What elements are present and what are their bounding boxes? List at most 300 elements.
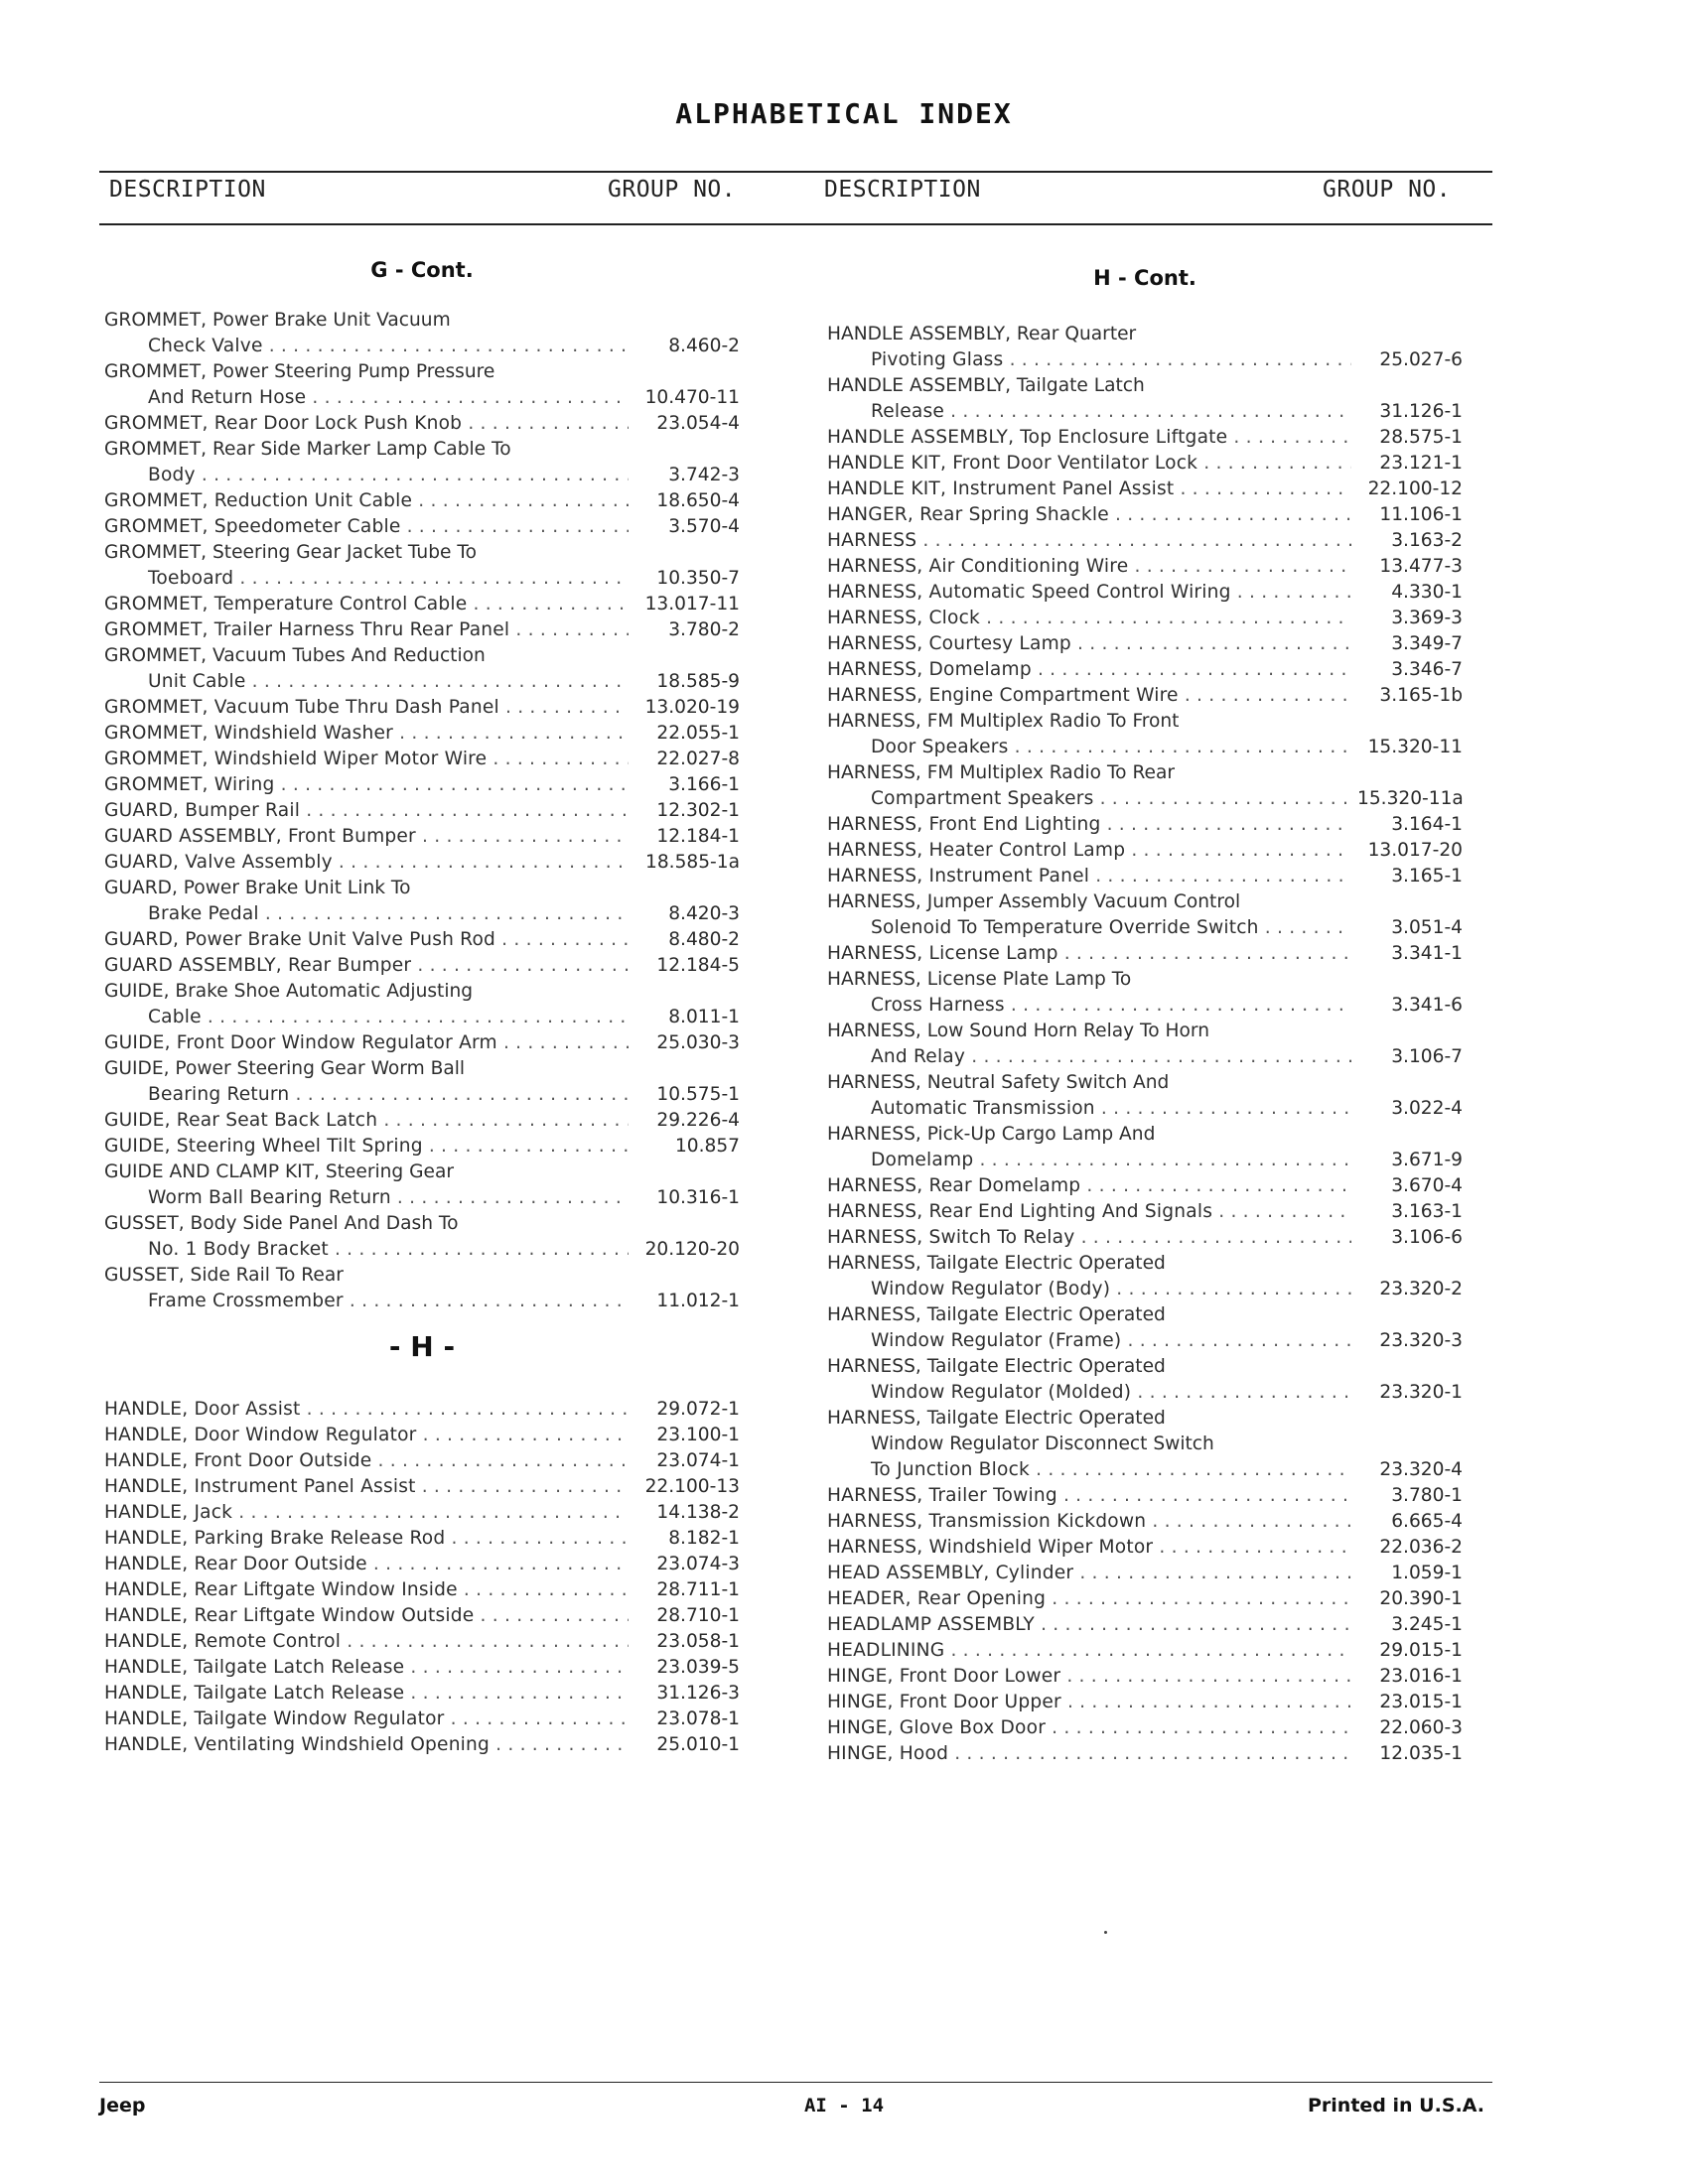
index-entry xyxy=(827,347,1463,373)
index-entry xyxy=(827,451,1463,477)
index-entry xyxy=(827,915,1463,941)
index-entry-text: HARNESS, Low Sound Horn Relay To Horn xyxy=(827,1021,1210,1041)
index-entry xyxy=(827,1277,1463,1302)
section-heading-h: - H - xyxy=(388,1330,456,1363)
index-entry-text: HANDLE, Door Window Regulator . . . xyxy=(104,1423,629,1448)
index-entry xyxy=(104,695,740,721)
group-number: 3.164-1 xyxy=(1391,814,1463,835)
index-entry-text: HARNESS, Neutral Safety Switch And xyxy=(827,1072,1170,1093)
h-entry-list-left xyxy=(104,1397,740,1758)
index-entry-text: HARNESS, Rear Domelamp . . . xyxy=(827,1173,1351,1199)
index-entry xyxy=(104,1423,740,1448)
index-entry xyxy=(827,1690,1463,1715)
index-entry xyxy=(104,901,740,927)
index-entry-text: HANDLE, Parking Brake Release Rod . . . xyxy=(104,1526,629,1552)
index-entry-line xyxy=(827,1432,1463,1457)
index-entry xyxy=(827,941,1463,967)
index-entry xyxy=(104,747,740,772)
group-number: 3.742-3 xyxy=(668,465,740,485)
group-number: 23.121-1 xyxy=(1379,453,1463,474)
index-entry-text: GROMMET, Speedometer Cable . . . xyxy=(104,514,629,540)
index-entry-text: HARNESS, Switch To Relay . . . xyxy=(827,1225,1351,1251)
index-entry xyxy=(827,1535,1463,1561)
index-entry xyxy=(104,1237,740,1263)
index-entry-text: HARNESS, Tailgate Electric Operated xyxy=(827,1356,1166,1377)
group-number: 23.074-3 xyxy=(656,1554,740,1574)
index-entry-text: HEADLINING . . . xyxy=(827,1638,1351,1664)
index-entry-line xyxy=(104,308,740,334)
group-number: 8.182-1 xyxy=(668,1528,740,1549)
index-entry-line xyxy=(827,1019,1463,1044)
index-entry-line xyxy=(827,889,1463,915)
index-entry xyxy=(104,669,740,695)
index-entry-text: Check Valve . . . xyxy=(104,334,629,359)
index-entry-text: GROMMET, Windshield Washer . . . xyxy=(104,721,629,747)
index-entry-text: HARNESS, Instrument Panel . . . xyxy=(827,864,1351,889)
group-number: 28.710-1 xyxy=(656,1605,740,1626)
group-number: 3.346-7 xyxy=(1391,659,1463,680)
column-header-group-left: GROUP NO. xyxy=(608,177,737,203)
index-entry-line xyxy=(827,1122,1463,1148)
index-entry xyxy=(104,1397,740,1423)
index-entry xyxy=(104,850,740,876)
index-entry xyxy=(104,1289,740,1314)
group-number: 3.369-3 xyxy=(1391,608,1463,628)
index-entry xyxy=(104,1526,740,1552)
group-number: 13.017-20 xyxy=(1367,840,1463,861)
group-number: 8.011-1 xyxy=(668,1007,740,1027)
index-entry-text: Frame Crossmember . . . xyxy=(104,1289,629,1314)
group-number: 3.349-7 xyxy=(1391,633,1463,654)
index-entry-line xyxy=(104,1211,740,1237)
index-entry xyxy=(104,1681,740,1706)
index-entry-text: HANDLE, Remote Control . . . xyxy=(104,1629,629,1655)
index-entry-line xyxy=(827,1354,1463,1380)
column-header-description-right: DESCRIPTION xyxy=(824,177,981,203)
index-entry-text: GROMMET, Wiring . . . xyxy=(104,772,629,798)
index-entry xyxy=(827,864,1463,889)
index-entry xyxy=(827,1380,1463,1406)
index-entry xyxy=(827,425,1463,451)
index-entry xyxy=(104,488,740,514)
index-entry-text: Door Speakers . . . xyxy=(827,735,1351,760)
index-entry-text: And Relay . . . xyxy=(827,1044,1351,1070)
index-entry-text: HANDLE KIT, Front Door Ventilator Lock . . . xyxy=(827,451,1351,477)
index-entry-text: HARNESS, Front End Lighting . . . xyxy=(827,812,1351,838)
group-number: 23.074-1 xyxy=(656,1450,740,1471)
index-entry-text: Brake Pedal . . . xyxy=(104,901,629,927)
group-number: 11.106-1 xyxy=(1379,504,1463,525)
index-entry-text: HARNESS, License Plate Lamp To xyxy=(827,969,1132,990)
footer-rule xyxy=(99,2082,1492,2083)
index-entry-text: GROMMET, Windshield Wiper Motor Wire . . . xyxy=(104,747,629,772)
group-number: 3.780-1 xyxy=(1391,1485,1463,1506)
group-number: 22.100-13 xyxy=(644,1476,740,1497)
index-entry xyxy=(104,411,740,437)
index-entry-text: GROMMET, Rear Door Lock Push Knob . . . xyxy=(104,411,629,437)
group-number: 23.320-4 xyxy=(1379,1459,1463,1480)
index-entry xyxy=(104,334,740,359)
group-number: 20.390-1 xyxy=(1379,1588,1463,1609)
group-number: 3.163-2 xyxy=(1391,530,1463,551)
index-entry-text: HARNESS, FM Multiplex Radio To Rear xyxy=(827,762,1176,783)
index-entry-text: HEADLAMP ASSEMBLY . . . xyxy=(827,1612,1351,1638)
index-entry xyxy=(104,1655,740,1681)
group-number: 3.106-6 xyxy=(1391,1227,1463,1248)
group-number: 31.126-3 xyxy=(656,1683,740,1704)
group-number: 20.120-20 xyxy=(644,1239,740,1260)
index-entry-line xyxy=(827,373,1463,399)
group-number: 3.051-4 xyxy=(1391,917,1463,938)
index-entry-line xyxy=(827,1302,1463,1328)
index-entry-text: Window Regulator (Body) . . . xyxy=(827,1277,1351,1302)
index-entry xyxy=(827,528,1463,554)
index-entry xyxy=(104,617,740,643)
index-entry-text: HARNESS, Tailgate Electric Operated xyxy=(827,1408,1166,1429)
group-number: 3.245-1 xyxy=(1391,1614,1463,1635)
group-number: 8.460-2 xyxy=(668,336,740,356)
group-number: 13.017-11 xyxy=(644,594,740,614)
group-number: 18.585-1a xyxy=(645,852,740,873)
index-entry xyxy=(104,927,740,953)
group-number: 3.341-6 xyxy=(1391,995,1463,1016)
group-number: 3.022-4 xyxy=(1391,1098,1463,1119)
index-entry-text: HANDLE, Rear Liftgate Window Inside . . . xyxy=(104,1577,629,1603)
index-entry xyxy=(827,1096,1463,1122)
index-entry-text: GUSSET, Body Side Panel And Dash To xyxy=(104,1213,459,1234)
group-number: 12.184-5 xyxy=(656,955,740,976)
index-entry xyxy=(827,812,1463,838)
index-entry-line xyxy=(104,876,740,901)
index-entry-text: GROMMET, Rear Side Marker Lamp Cable To xyxy=(104,439,511,460)
index-entry-text: Bearing Return . . . xyxy=(104,1082,629,1108)
index-entry-text: HARNESS, Courtesy Lamp . . . xyxy=(827,631,1351,657)
index-entry xyxy=(104,1030,740,1056)
index-entry xyxy=(827,580,1463,606)
index-entry-text: GROMMET, Reduction Unit Cable . . . xyxy=(104,488,629,514)
group-number: 3.106-7 xyxy=(1391,1046,1463,1067)
footer-page-number: AI - 14 xyxy=(803,2095,885,2116)
index-entry-text: GUIDE, Power Steering Gear Worm Ball xyxy=(104,1058,466,1079)
group-number: 18.585-9 xyxy=(656,671,740,692)
index-entry-text: GUARD, Bumper Rail . . . xyxy=(104,798,629,824)
index-entry-line xyxy=(104,643,740,669)
index-entry-line xyxy=(104,1263,740,1289)
index-entry-text: HARNESS . . . xyxy=(827,528,1351,554)
index-entry-text: GROMMET, Vacuum Tubes And Reduction xyxy=(104,645,486,666)
index-entry-text: Cross Harness . . . xyxy=(827,993,1351,1019)
index-entry-text: HARNESS, Automatic Speed Control Wiring . . . xyxy=(827,580,1351,606)
index-entry-text: HARNESS, Jumper Assembly Vacuum Control xyxy=(827,891,1241,912)
index-entry-text: To Junction Block . . . xyxy=(827,1457,1351,1483)
group-number: 25.010-1 xyxy=(656,1734,740,1755)
index-entry xyxy=(827,1173,1463,1199)
index-entry xyxy=(104,1732,740,1758)
group-number: 10.857 xyxy=(674,1136,740,1157)
index-entry-text: HANDLE, Tailgate Latch Release . . . xyxy=(104,1681,629,1706)
index-entry-text: Body . . . xyxy=(104,463,629,488)
index-entry xyxy=(104,1603,740,1629)
index-entry-text: HEAD ASSEMBLY, Cylinder . . . xyxy=(827,1561,1351,1586)
index-entry-text: HINGE, Front Door Upper . . . xyxy=(827,1690,1351,1715)
index-entry-text: HANDLE KIT, Instrument Panel Assist . . . xyxy=(827,477,1351,502)
index-entry-text: HANDLE, Tailgate Window Regulator . . . xyxy=(104,1706,629,1732)
group-number: 23.320-1 xyxy=(1379,1382,1463,1403)
index-entry xyxy=(104,592,740,617)
header-rule-bottom xyxy=(99,223,1492,225)
index-entry xyxy=(104,1005,740,1030)
index-entry-text: HARNESS, Air Conditioning Wire . . . xyxy=(827,554,1351,580)
group-number: 22.036-2 xyxy=(1379,1537,1463,1558)
group-number: 18.650-4 xyxy=(656,490,740,511)
index-entry-text: HINGE, Glove Box Door . . . xyxy=(827,1715,1351,1741)
index-entry-text: HANDLE, Rear Liftgate Window Outside . . . xyxy=(104,1603,629,1629)
index-entry-text: HANDLE, Door Assist . . . xyxy=(104,1397,629,1423)
index-entry-line xyxy=(104,540,740,566)
group-number: 8.480-2 xyxy=(668,929,740,950)
index-entry-text: GUARD ASSEMBLY, Front Bumper . . . xyxy=(104,824,629,850)
index-entry xyxy=(827,786,1463,812)
index-entry-text: Domelamp . . . xyxy=(827,1148,1351,1173)
group-number: 29.226-4 xyxy=(656,1110,740,1131)
group-number: 8.420-3 xyxy=(668,903,740,924)
index-entry xyxy=(827,1664,1463,1690)
group-number: 13.477-3 xyxy=(1379,556,1463,577)
index-entry-text: HARNESS, Pick-Up Cargo Lamp And xyxy=(827,1124,1156,1145)
index-entry-text: Window Regulator Disconnect Switch xyxy=(871,1433,1214,1454)
index-entry xyxy=(827,554,1463,580)
index-entry-text: HANDLE, Jack . . . xyxy=(104,1500,629,1526)
index-entry xyxy=(104,721,740,747)
index-entry-text: GROMMET, Vacuum Tube Thru Dash Panel . . . xyxy=(104,695,629,721)
index-entry-text: GUIDE, Front Door Window Regulator Arm . . . xyxy=(104,1030,629,1056)
index-entry xyxy=(827,399,1463,425)
group-number: 22.060-3 xyxy=(1379,1717,1463,1738)
index-entry-text: Solenoid To Temperature Override Switch . . . xyxy=(827,915,1351,941)
group-number: 10.316-1 xyxy=(656,1187,740,1208)
group-number: 6.665-4 xyxy=(1391,1511,1463,1532)
index-entry-text: And Return Hose . . . xyxy=(104,385,629,411)
group-number: 15.320-11 xyxy=(1367,737,1463,757)
print-speck xyxy=(1104,1931,1107,1934)
index-entry-text: Toeboard . . . xyxy=(104,566,629,592)
index-entry xyxy=(827,1715,1463,1741)
index-entry-text: HARNESS, Tailgate Electric Operated xyxy=(827,1253,1166,1274)
index-entry-text: Cable . . . xyxy=(104,1005,629,1030)
group-number: 12.035-1 xyxy=(1379,1743,1463,1764)
index-entry-text: GUARD, Power Brake Unit Link To xyxy=(104,878,411,898)
index-entry xyxy=(827,1561,1463,1586)
index-entry-text: Pivoting Glass . . . xyxy=(827,347,1351,373)
index-entry xyxy=(827,1612,1463,1638)
group-number: 3.671-9 xyxy=(1391,1150,1463,1170)
index-entry-text: HANDLE, Ventilating Windshield Opening . . . xyxy=(104,1732,629,1758)
index-entry xyxy=(827,1199,1463,1225)
index-entry-text: Automatic Transmission . . . xyxy=(827,1096,1351,1122)
index-entry-text: GUARD ASSEMBLY, Rear Bumper . . . xyxy=(104,953,629,979)
index-entry-line xyxy=(827,967,1463,993)
group-number: 11.012-1 xyxy=(656,1291,740,1311)
index-entry-line xyxy=(827,322,1463,347)
group-number: 3.670-4 xyxy=(1391,1175,1463,1196)
index-entry xyxy=(104,463,740,488)
index-entry-text: HANDLE, Tailgate Latch Release . . . xyxy=(104,1655,629,1681)
group-number: 28.575-1 xyxy=(1379,427,1463,448)
index-entry-text: GUIDE AND CLAMP KIT, Steering Gear xyxy=(104,1161,455,1182)
group-number: 23.015-1 xyxy=(1379,1692,1463,1712)
index-entry-text: HINGE, Front Door Lower . . . xyxy=(827,1664,1351,1690)
index-entry xyxy=(827,1148,1463,1173)
index-entry-text: HANDLE ASSEMBLY, Rear Quarter xyxy=(827,324,1137,344)
index-entry xyxy=(104,798,740,824)
section-heading-g-cont: G - Cont. xyxy=(370,258,474,282)
index-entry xyxy=(827,1328,1463,1354)
g-entry-list xyxy=(104,308,740,1314)
group-number: 28.711-1 xyxy=(656,1579,740,1600)
left-index-column xyxy=(104,258,740,1758)
index-entry xyxy=(827,1586,1463,1612)
group-number: 3.166-1 xyxy=(668,774,740,795)
index-entry-text: GROMMET, Steering Gear Jacket Tube To xyxy=(104,542,477,563)
index-entry xyxy=(104,385,740,411)
group-number: 23.039-5 xyxy=(656,1657,740,1678)
index-entry-text: Window Regulator (Frame) . . . xyxy=(827,1328,1351,1354)
group-number: 10.470-11 xyxy=(644,387,740,408)
index-entry-text: Worm Ball Bearing Return . . . xyxy=(104,1185,629,1211)
index-entry xyxy=(104,1629,740,1655)
group-number: 14.138-2 xyxy=(656,1502,740,1523)
group-number: 10.350-7 xyxy=(656,568,740,589)
index-entry-text: Compartment Speakers . . . xyxy=(827,786,1351,812)
group-number: 10.575-1 xyxy=(656,1084,740,1105)
index-entry-text: GUARD, Valve Assembly . . . xyxy=(104,850,629,876)
index-entry-text: HANDLE ASSEMBLY, Top Enclosure Liftgate . . . xyxy=(827,425,1351,451)
group-number: 3.165-1b xyxy=(1379,685,1463,706)
index-entry-text: GROMMET, Power Steering Pump Pressure xyxy=(104,361,495,382)
index-entry xyxy=(104,953,740,979)
index-entry xyxy=(104,1108,740,1134)
index-entry-line xyxy=(827,1406,1463,1432)
header-rule-top xyxy=(99,171,1492,173)
index-entry xyxy=(827,735,1463,760)
index-entry xyxy=(104,1474,740,1500)
index-entry-text: HARNESS, Tailgate Electric Operated xyxy=(827,1304,1166,1325)
index-entry xyxy=(104,1500,740,1526)
right-index-column xyxy=(827,258,1463,1767)
group-number: 22.027-8 xyxy=(656,749,740,769)
index-entry-line xyxy=(104,979,740,1005)
index-entry-text: HARNESS, License Lamp . . . xyxy=(827,941,1351,967)
index-entry-text: HANDLE, Rear Door Outside . . . xyxy=(104,1552,629,1577)
column-header-description-left: DESCRIPTION xyxy=(109,177,266,203)
index-entry-line xyxy=(104,1056,740,1082)
index-entry xyxy=(827,1457,1463,1483)
index-entry xyxy=(827,1741,1463,1767)
index-entry-text: HANDLE, Instrument Panel Assist . . . xyxy=(104,1474,629,1500)
index-entry xyxy=(104,1577,740,1603)
group-number: 3.570-4 xyxy=(668,516,740,537)
group-number: 25.030-3 xyxy=(656,1032,740,1053)
column-header-group-right: GROUP NO. xyxy=(1323,177,1452,203)
group-number: 29.015-1 xyxy=(1379,1640,1463,1661)
index-entry-line xyxy=(827,760,1463,786)
section-heading-h-cont: H - Cont. xyxy=(1093,266,1196,290)
group-number: 1.059-1 xyxy=(1391,1563,1463,1583)
index-entry-text: HARNESS, Engine Compartment Wire . . . xyxy=(827,683,1351,709)
group-number: 23.320-2 xyxy=(1379,1279,1463,1299)
index-entry-text: HARNESS, Heater Control Lamp . . . xyxy=(827,838,1351,864)
index-entry-text: HANDLE ASSEMBLY, Tailgate Latch xyxy=(827,375,1145,396)
index-entry xyxy=(104,1185,740,1211)
index-entry xyxy=(827,606,1463,631)
index-entry-text: GROMMET, Power Brake Unit Vacuum xyxy=(104,310,451,331)
footer-brand: Jeep xyxy=(99,2095,146,2116)
index-entry xyxy=(104,1448,740,1474)
index-entry xyxy=(827,1509,1463,1535)
index-entry-text: GUSSET, Side Rail To Rear xyxy=(104,1265,344,1286)
index-entry xyxy=(827,1225,1463,1251)
index-entry xyxy=(827,631,1463,657)
index-entry-text: HARNESS, Domelamp . . . xyxy=(827,657,1351,683)
index-entry xyxy=(104,514,740,540)
group-number: 15.320-11a xyxy=(1357,788,1464,809)
index-entry-text: GUIDE, Rear Seat Back Latch . . . xyxy=(104,1108,629,1134)
group-number: 23.078-1 xyxy=(656,1708,740,1729)
index-entry-line xyxy=(827,709,1463,735)
group-number: 31.126-1 xyxy=(1379,401,1463,422)
index-entry-text: GROMMET, Trailer Harness Thru Rear Panel . . . xyxy=(104,617,629,643)
group-number: 4.330-1 xyxy=(1391,582,1463,603)
index-entry xyxy=(827,1638,1463,1664)
index-entry xyxy=(827,1044,1463,1070)
index-entry-text: HARNESS, Windshield Wiper Motor . . . xyxy=(827,1535,1351,1561)
index-entry-text: No. 1 Body Bracket . . . xyxy=(104,1237,629,1263)
index-entry xyxy=(827,838,1463,864)
group-number: 22.055-1 xyxy=(656,723,740,744)
index-entry-text: HANGER, Rear Spring Shackle . . . xyxy=(827,502,1351,528)
group-number: 12.184-1 xyxy=(656,826,740,847)
index-entry xyxy=(827,1483,1463,1509)
index-entry-line xyxy=(104,437,740,463)
index-entry-line xyxy=(104,1160,740,1185)
index-entry-text: GUARD, Power Brake Unit Valve Push Rod . . . xyxy=(104,927,629,953)
index-entry xyxy=(104,824,740,850)
index-entry-text: HEADER, Rear Opening . . . xyxy=(827,1586,1351,1612)
index-entry-text: Release . . . xyxy=(827,399,1351,425)
index-entry xyxy=(827,502,1463,528)
index-entry-text: HINGE, Hood . . . xyxy=(827,1741,1351,1767)
index-entry-text: Window Regulator (Molded) . . . xyxy=(827,1380,1351,1406)
index-entry-line xyxy=(827,1251,1463,1277)
index-entry xyxy=(827,993,1463,1019)
index-entry-text: HARNESS, Rear End Lighting And Signals . . . xyxy=(827,1199,1351,1225)
index-entry xyxy=(104,1082,740,1108)
group-number: 13.020-19 xyxy=(644,697,740,718)
index-entry xyxy=(827,683,1463,709)
index-entry-text: HARNESS, Transmission Kickdown . . . xyxy=(827,1509,1351,1535)
index-entry-line xyxy=(104,359,740,385)
index-entry-text: GUIDE, Steering Wheel Tilt Spring . . . xyxy=(104,1134,629,1160)
group-number: 23.016-1 xyxy=(1379,1666,1463,1687)
index-entry xyxy=(827,657,1463,683)
footer-printed: Printed in U.S.A. xyxy=(1308,2095,1484,2116)
group-number: 12.302-1 xyxy=(656,800,740,821)
index-entry xyxy=(104,1552,740,1577)
group-number: 25.027-6 xyxy=(1379,349,1463,370)
group-number: 3.341-1 xyxy=(1391,943,1463,964)
group-number: 23.320-3 xyxy=(1379,1330,1463,1351)
index-entry-text: GUIDE, Brake Shoe Automatic Adjusting xyxy=(104,981,474,1002)
